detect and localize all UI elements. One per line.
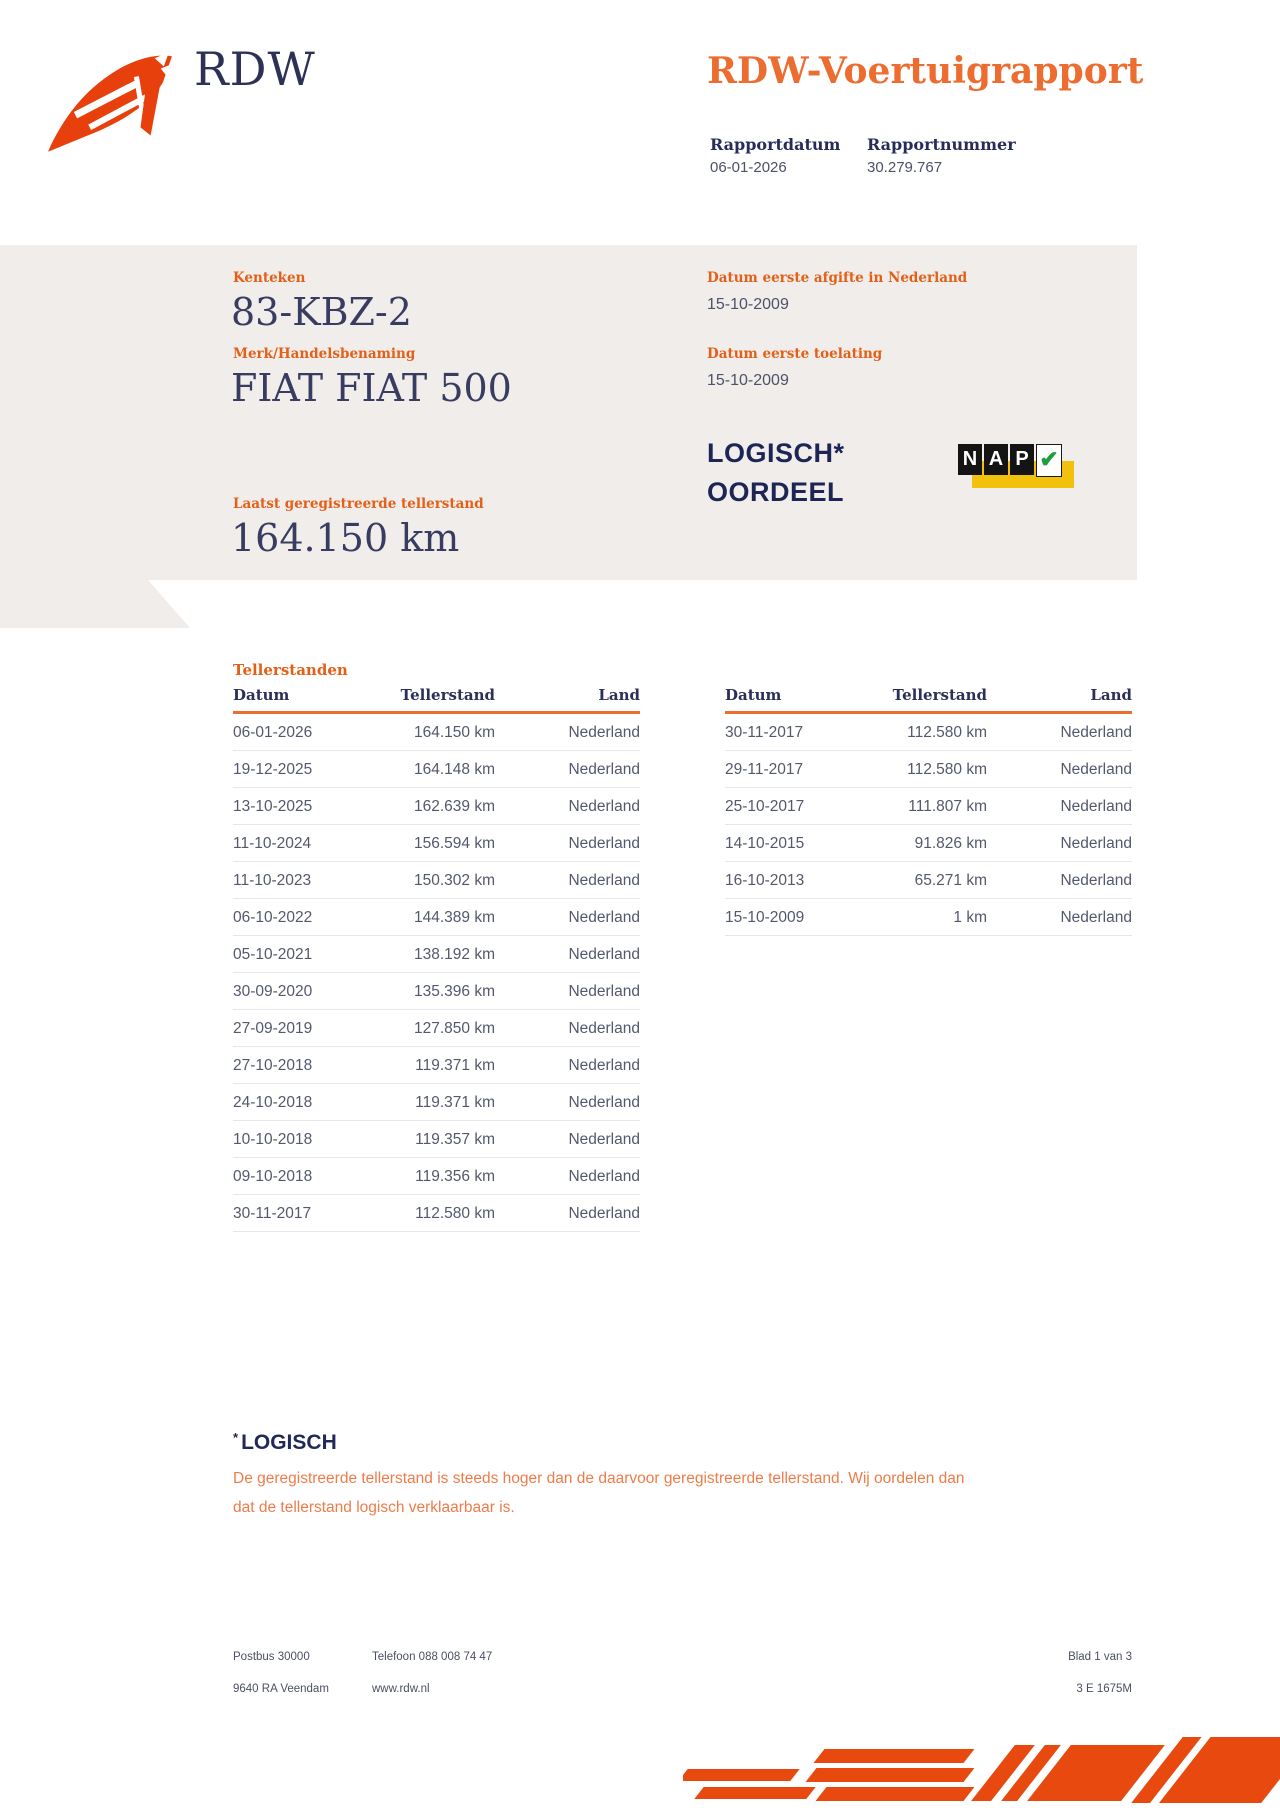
verdict-line1: De geregistreerde tellerstand is steeds hoger dan de daarvoor geregistreerde tellerstand. Wij oordelen dan (233, 1470, 965, 1487)
cell-tellerstand: 138.192 km (383, 936, 495, 973)
table-row (233, 1010, 640, 1047)
cell-tellerstand: 119.371 km (383, 1084, 495, 1121)
cell-land: Nederland (987, 751, 1132, 788)
toelating-label: Datum eerste toelating (707, 346, 883, 362)
oordeel-text (707, 434, 845, 512)
cell-datum: 16-10-2013 (725, 862, 875, 899)
footer-page-number: Blad 1 van 3 (1068, 1651, 1132, 1663)
cell-land: Nederland (495, 1010, 640, 1047)
cell-datum: 14-10-2015 (725, 825, 875, 862)
cell-tellerstand: 1 km (875, 899, 987, 936)
cell-datum: 19-12-2025 (233, 751, 383, 788)
cell-tellerstand: 112.580 km (875, 751, 987, 788)
cell-datum: 10-10-2018 (233, 1121, 383, 1158)
cell-datum: 30-11-2017 (725, 713, 875, 751)
table-row (233, 862, 640, 899)
table-row (233, 1121, 640, 1158)
footer-phone: Telefoon 088 008 74 47 (372, 1651, 493, 1663)
cell-tellerstand: 119.356 km (383, 1158, 495, 1195)
table-row (233, 1047, 640, 1084)
footer-address-line1: Postbus 30000 (233, 1651, 310, 1663)
rdw-logo-icon (45, 50, 175, 158)
cell-land: Nederland (987, 862, 1132, 899)
cell-datum: 30-09-2020 (233, 973, 383, 1010)
oordeel-line1: LOGISCH* (707, 438, 845, 468)
cell-tellerstand: 65.271 km (875, 862, 987, 899)
nap-logo (958, 444, 1080, 494)
cell-tellerstand: 135.396 km (383, 973, 495, 1010)
cell-datum: 06-10-2022 (233, 899, 383, 936)
cell-land: Nederland (495, 936, 640, 973)
cell-land: Nederland (987, 825, 1132, 862)
table-row (233, 825, 640, 862)
nap-letter-n: N (958, 444, 982, 475)
col-header-land: Land (987, 686, 1132, 713)
merk-label: Merk/Handelsbenaming (233, 346, 416, 362)
verdict-line2: dat de tellerstand logisch verklaarbaar is. (233, 1499, 515, 1516)
table-row (233, 1084, 640, 1121)
col-header-tellerstand: Tellerstand (875, 686, 987, 713)
cell-datum: 27-09-2019 (233, 1010, 383, 1047)
table-row (233, 936, 640, 973)
kenteken-label: Kenteken (233, 270, 306, 286)
cell-datum: 13-10-2025 (233, 788, 383, 825)
cell-tellerstand: 112.580 km (875, 713, 987, 751)
table-header-row (725, 686, 1132, 713)
cell-tellerstand: 162.639 km (383, 788, 495, 825)
col-header-tellerstand: Tellerstand (383, 686, 495, 713)
cell-land: Nederland (495, 751, 640, 788)
cell-land: Nederland (495, 825, 640, 862)
cell-land: Nederland (495, 1158, 640, 1195)
footer-pagination (932, 1641, 1132, 1705)
nap-letter-a: A (984, 444, 1008, 475)
cell-tellerstand: 150.302 km (383, 862, 495, 899)
cell-datum: 25-10-2017 (725, 788, 875, 825)
cell-tellerstand: 111.807 km (875, 788, 987, 825)
oordeel-line2: OORDEEL (707, 477, 845, 507)
cell-land: Nederland (987, 788, 1132, 825)
cell-tellerstand: 112.580 km (383, 1195, 495, 1232)
cell-tellerstand: 144.389 km (383, 899, 495, 936)
cell-land: Nederland (495, 862, 640, 899)
col-header-datum: Datum (233, 686, 383, 713)
table-row (725, 899, 1132, 936)
cell-datum: 15-10-2009 (725, 899, 875, 936)
cell-tellerstand: 119.357 km (383, 1121, 495, 1158)
cell-land: Nederland (495, 973, 640, 1010)
verdict-heading-text: LOGISCH (241, 1431, 337, 1454)
cell-land: Nederland (495, 713, 640, 751)
table-row (233, 751, 640, 788)
table-row (233, 788, 640, 825)
table-row (725, 862, 1132, 899)
table-row (725, 713, 1132, 751)
cell-datum: 27-10-2018 (233, 1047, 383, 1084)
footer-website: www.rdw.nl (372, 1683, 430, 1695)
cell-land: Nederland (495, 788, 640, 825)
table-row (725, 825, 1132, 862)
tellerstanden-table-right (725, 686, 1132, 936)
cell-datum: 06-01-2026 (233, 713, 383, 751)
cell-datum: 29-11-2017 (725, 751, 875, 788)
laatste-tellerstand-label: Laatst geregistreerde tellerstand (233, 496, 484, 512)
report-title: RDW-Voertuigrapport (707, 50, 1144, 92)
tellerstanden-table-left (233, 686, 640, 1232)
table-header-row (233, 686, 640, 713)
footer-address (233, 1641, 329, 1705)
cell-land: Nederland (495, 899, 640, 936)
report-date-value: 06-01-2026 (710, 159, 787, 176)
cell-land: Nederland (495, 1084, 640, 1121)
verdict-paragraph (233, 1464, 1153, 1522)
table-row (233, 713, 640, 751)
table-row (233, 973, 640, 1010)
cell-land: Nederland (495, 1195, 640, 1232)
verdict-heading (233, 1430, 337, 1455)
cell-datum: 09-10-2018 (233, 1158, 383, 1195)
nap-check-icon: ✔ (1036, 444, 1062, 477)
tellerstanden-title: Tellerstanden (233, 661, 348, 679)
table-row (233, 899, 640, 936)
col-header-land: Land (495, 686, 640, 713)
cell-tellerstand: 91.826 km (875, 825, 987, 862)
footer-doc-code: 3 E 1675M (1076, 1683, 1132, 1695)
cell-datum: 05-10-2021 (233, 936, 383, 973)
cell-tellerstand: 164.148 km (383, 751, 495, 788)
cell-land: Nederland (987, 713, 1132, 751)
truck-graphic-icon (683, 1737, 1280, 1809)
report-date-label: Rapportdatum (710, 135, 841, 154)
cell-datum: 11-10-2024 (233, 825, 383, 862)
afgifte-value: 15-10-2009 (707, 296, 789, 313)
cell-land: Nederland (495, 1047, 640, 1084)
cell-datum: 11-10-2023 (233, 862, 383, 899)
vehicle-summary-panel (0, 245, 1137, 628)
report-number-value: 30.279.767 (867, 159, 943, 176)
cell-tellerstand: 156.594 km (383, 825, 495, 862)
cell-datum: 24-10-2018 (233, 1084, 383, 1121)
rdw-logo-text: RDW (194, 42, 316, 96)
verdict-asterisk: * (233, 1430, 239, 1445)
laatste-tellerstand-value: 164.150 km (231, 516, 460, 560)
cell-datum: 30-11-2017 (233, 1195, 383, 1232)
table-row (725, 788, 1132, 825)
cell-tellerstand: 164.150 km (383, 713, 495, 751)
cell-tellerstand: 119.371 km (383, 1047, 495, 1084)
table-row (233, 1195, 640, 1232)
merk-value: FIAT FIAT 500 (231, 366, 512, 410)
footer-contact (372, 1641, 492, 1705)
cell-tellerstand: 127.850 km (383, 1010, 495, 1047)
col-header-datum: Datum (725, 686, 875, 713)
cell-land: Nederland (495, 1121, 640, 1158)
report-number-label: Rapportnummer (867, 135, 1016, 154)
toelating-value: 15-10-2009 (707, 372, 789, 389)
table-row (233, 1158, 640, 1195)
afgifte-label: Datum eerste afgifte in Nederland (707, 270, 968, 286)
nap-letter-p: P (1010, 444, 1034, 475)
table-row (725, 751, 1132, 788)
cell-land: Nederland (987, 899, 1132, 936)
kenteken-value: 83-KBZ-2 (231, 290, 412, 334)
footer-address-line2: 9640 RA Veendam (233, 1683, 329, 1695)
